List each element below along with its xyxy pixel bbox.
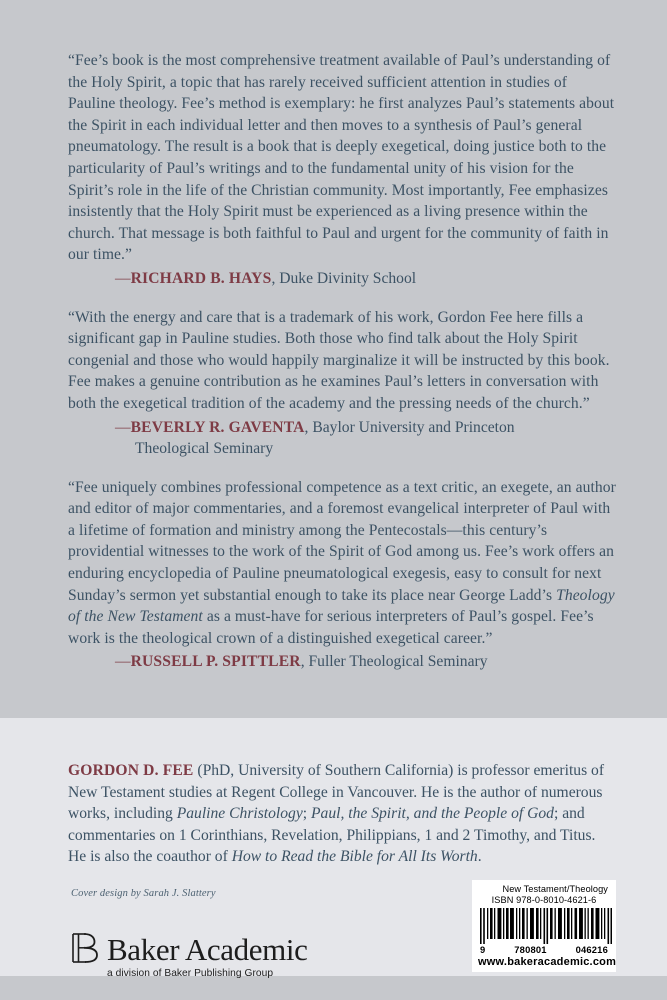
publisher-tagline: a division of Baker Publishing Group	[107, 968, 274, 979]
attribution-affiliation: , Duke Divinity School	[271, 269, 417, 287]
attribution-name: RUSSELL P. SPITTLER	[130, 653, 301, 671]
endorsement-block	[68, 307, 616, 460]
barcode-block	[472, 880, 616, 972]
endorsement-quote-part2: as a must-have for serious interpreters of Paul’s gospel. Fee’s work is the theological crown of a distinguished exegetical career.”	[68, 608, 594, 647]
bio-book-title-3: How to Read the Bible for All Its Worth	[231, 848, 478, 866]
endorsement-quote: “Fee’s book is the most comprehensive treatment available of Paul’s understanding of the Holy Spirit, a topic that has rarely received sufficient attention in studies of Pauline theology. Fee’s method is exemplary: he first analyzes Paul’s statements about the Spirit in each individual letter and then moves to a synthesis of Paul’s general pneumatology. The result is a book that is deeply exegetical, doing justice both to the particularity of Paul’s writings and to the fundamental unity of his vision for the Spirit’s role in the life of the Christian community. Most importantly, Fee emphasizes insistently that the Holy Spirit must be experienced as a living presence within the church. That message is both faithful to Paul and urgent for the community of faith in our time.”	[68, 52, 615, 264]
endorsement-quote-book-title: Theology of the New Testament	[68, 586, 615, 626]
publisher-logo	[70, 931, 320, 979]
endorsement-quote: “With the energy and care that is a trademark of his work, Gordon Fee here fills a significant gap in Pauline studies. Both those who find talk about the Holy Spirit congenial and those who would happily marginalize it will be instructed by this book. Fee makes a genuine contribution as he examines Paul’s letters in conversation with both the exegetical tradition of the academy and the pressing needs of the church.”	[68, 308, 610, 412]
bio-separator-1: ;	[302, 805, 311, 823]
barcode-digit-group-1: 780801	[514, 944, 547, 955]
attribution-name: RICHARD B. HAYS	[130, 269, 272, 287]
attribution-dash: —	[115, 418, 131, 436]
bio-part-3: .	[477, 848, 482, 866]
bio-book-title-1: Pauline Christology	[176, 805, 303, 823]
endorsement-attribution	[68, 651, 616, 673]
endorsement-attribution	[68, 417, 616, 460]
attribution-affiliation: , Baylor University and Princeton	[304, 418, 515, 436]
bio-part-2: ; and commentaries on 1 Corinthians, Revelation, Philippians, 1 and 2 Timothy, and Titus. He is also the coauthor of	[68, 805, 596, 866]
barcode-digit-prefix: 9	[480, 944, 486, 955]
attribution-affiliation: , Fuller Theological Seminary	[300, 653, 488, 671]
author-bio-section	[68, 760, 616, 868]
barcode-category: New Testament/Theology	[502, 884, 608, 894]
publisher-website-url: www.bakeracademic.com	[478, 956, 617, 968]
endorsement-quote-part1: “Fee uniquely combines professional competence as a text critic, an exegete, an author and editor of major commentaries, and a foremost evangelical interpreter of Paul with a lifetime of formation and ministry among the Pentecostals—this century’s providential witnesses to the work of the Spirit of God among us. Fee’s work offers an enduring encyclopedia of Pauline pneumatological exegesis, easy to consult for next Sunday’s sermon yet substantial enough to take its place near George Ladd’s	[68, 478, 616, 604]
barcode-isbn: ISBN 978-0-8010-4621-6	[491, 895, 597, 905]
barcode-bars-icon	[480, 908, 612, 944]
author-bio-text	[68, 760, 616, 868]
endorsements-section	[68, 50, 616, 690]
attribution-name: BEVERLY R. GAVENTA	[130, 418, 305, 436]
author-name: GORDON D. FEE	[68, 762, 194, 779]
publisher-logo-row	[70, 931, 320, 965]
footer-band	[0, 976, 667, 1000]
endorsement-attribution	[68, 268, 616, 290]
barcode-digits	[478, 944, 610, 955]
attribution-dash: —	[115, 269, 131, 287]
attribution-affiliation-line2: Theological Seminary	[135, 440, 274, 458]
barcode-digit-group-2: 046216	[575, 944, 608, 955]
publisher-name: Baker Academic	[107, 932, 308, 967]
baker-b-monogram-icon	[70, 931, 100, 965]
endorsement-quote	[68, 477, 616, 650]
cover-design-credit: Cover design by Sarah J. Slattery	[71, 888, 216, 899]
endorsement-block	[68, 50, 616, 290]
bio-part-1: (PhD, University of Southern California) is professor emeritus of New Testament studies at Regent College in Vancouver. He is the author of numerous works, including	[68, 762, 605, 823]
attribution-dash: —	[115, 653, 131, 671]
bio-book-title-2: Paul, the Spirit, and the People of God	[311, 805, 554, 823]
endorsement-block	[68, 477, 616, 673]
